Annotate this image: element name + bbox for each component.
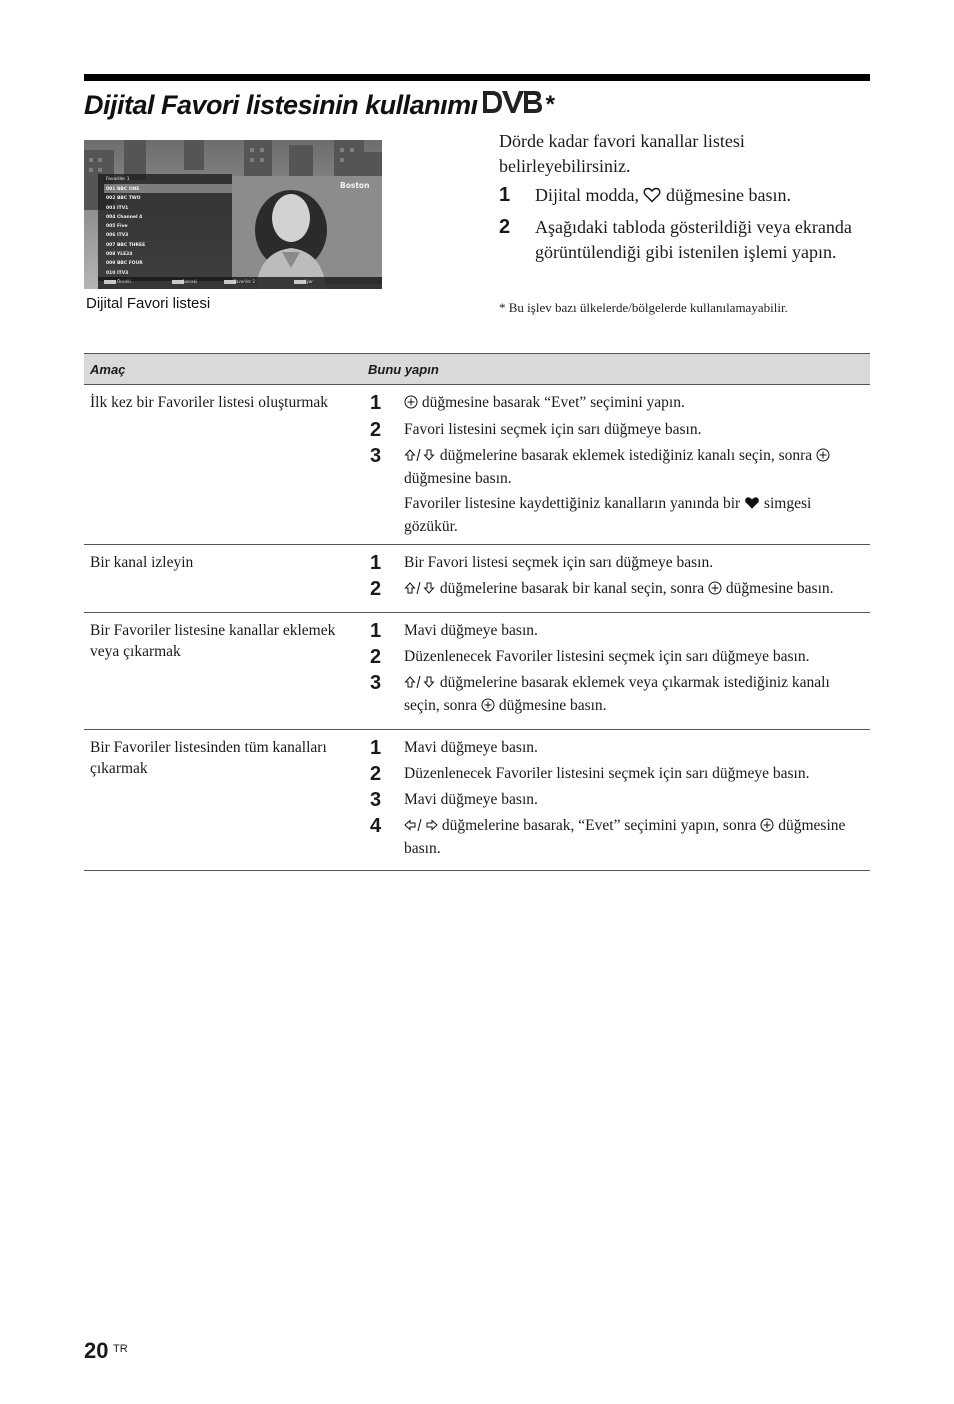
heart-filled-icon <box>744 495 760 516</box>
step-number: 1 <box>370 552 382 574</box>
step-text-part: Favori listesini seçmek için sarı düğmeye basın. <box>404 421 702 438</box>
intro-step-text-after: düğmesine basın. <box>665 185 791 205</box>
step-text-part: Mavi düğmeye basın. <box>404 622 538 639</box>
intro-step-text-before: Dijital modda, <box>535 185 639 205</box>
step-item <box>370 646 864 668</box>
step-number: 3 <box>370 445 382 467</box>
step-text <box>404 789 864 811</box>
step-item <box>370 419 864 441</box>
step-text <box>404 672 864 718</box>
table-row <box>84 385 870 545</box>
header-action: Bunu yapın <box>364 354 870 385</box>
step-number: 2 <box>370 578 382 600</box>
enter-button-icon <box>481 697 495 718</box>
step-note <box>404 493 864 537</box>
step-text <box>404 620 864 642</box>
table-row <box>84 730 870 871</box>
intro-step-text <box>535 183 869 210</box>
step-text-part: düğmelerine basarak eklemek istediğiniz kanalı seçin, sonra <box>439 447 813 464</box>
dvb-logo-icon <box>480 88 544 123</box>
screen-channel-item: 010 ITV3 <box>106 270 129 276</box>
step-text <box>404 646 864 668</box>
step-text-part: düğmelerine basarak eklemek veya çıkarmak istediğiniz kanalı seçin, sonra <box>404 674 830 714</box>
step-text <box>404 815 864 859</box>
step-number: 4 <box>370 815 382 837</box>
screen-footer-label: Ayar <box>304 279 313 284</box>
step-item <box>370 763 864 785</box>
screen-footer-label: Önceki <box>117 279 131 284</box>
screen-channel-item: 003 ITV1 <box>106 205 129 211</box>
step-item <box>370 445 864 489</box>
table-header-row <box>84 354 870 385</box>
intro-step-number: 1 <box>499 184 511 206</box>
purpose-cell: İlk kez bir Favoriler listesi oluşturmak <box>84 385 364 545</box>
action-cell <box>364 545 870 613</box>
step-text <box>404 737 864 759</box>
step-text <box>404 578 864 601</box>
page-number: 20 <box>84 1338 109 1363</box>
left-right-arrows-icon <box>404 817 438 838</box>
screen-location: Boston <box>340 181 370 190</box>
screen-channel-item: 005 Five <box>106 224 128 230</box>
header-purpose: Amaç <box>84 354 364 385</box>
enter-button-icon <box>708 580 722 601</box>
step-item <box>370 672 864 718</box>
screen-channel-item: 001 BBC ONE <box>106 187 140 192</box>
footnote: * Bu işlev bazı ülkelerde/bölgelerde kullanılamayabilir. <box>499 300 788 315</box>
step-note-text: simgesi gözükür. <box>404 495 812 535</box>
step-text-part: düğmesine basın. <box>725 580 834 597</box>
step-item <box>370 789 864 811</box>
screen-channel-item: 006 ITV3 <box>106 233 129 239</box>
screen-channel-item: 002 BBC TWO <box>106 196 141 202</box>
step-item <box>370 620 864 642</box>
step-text-part: düğmelerine basarak bir kanal seçin, sonra <box>439 580 705 597</box>
step-item <box>370 552 864 574</box>
step-number: 2 <box>370 646 382 668</box>
step-text-part: düğmesine basarak “Evet” seçimini yapın. <box>421 394 685 411</box>
heart-outline-icon <box>643 185 661 210</box>
step-text-part: düğmesine basın. <box>404 470 512 487</box>
action-cell <box>364 730 870 871</box>
page-language: TR <box>113 1343 128 1355</box>
screen-channel-item: 004 Channel 4 <box>106 214 143 220</box>
screen-footer-label: Favoriler 2 <box>234 279 255 284</box>
title-asterisk: * <box>545 91 555 118</box>
up-down-arrows-icon <box>404 580 436 601</box>
enter-button-icon <box>760 817 774 838</box>
step-number: 2 <box>370 419 382 441</box>
step-item <box>370 815 864 859</box>
top-rule <box>84 74 870 81</box>
page-title <box>84 88 554 122</box>
figure-caption: Dijital Favori listesi <box>86 295 211 312</box>
up-down-arrows-icon <box>404 674 436 695</box>
step-number: 1 <box>370 392 382 414</box>
intro-step-2 <box>499 215 869 265</box>
screen-list-title: Favoriler 1 <box>106 177 130 182</box>
step-item <box>370 578 864 601</box>
title-text: Dijital Favori listesinin kullanımı <box>84 89 478 120</box>
intro-section <box>499 129 869 270</box>
step-number: 3 <box>370 672 382 694</box>
intro-step-text: Aşağıdaki tabloda gösterildiği veya ekranda görüntülendiği gibi istenilen işlemi yapın. <box>535 217 852 262</box>
enter-button-icon <box>816 447 830 468</box>
step-text-part: Düzenlenecek Favoriler listesini seçmek için sarı düğmeye basın. <box>404 765 810 782</box>
screen-channel-list <box>106 185 145 278</box>
intro-lead: Dörde kadar favori kanallar listesi belirleyebilirsiniz. <box>499 131 745 176</box>
step-text-part: Mavi düğmeye basın. <box>404 791 538 808</box>
step-number: 3 <box>370 789 382 811</box>
table-row <box>84 545 870 613</box>
step-text-part: düğmesine basın. <box>404 817 846 857</box>
step-number: 1 <box>370 737 382 759</box>
step-text <box>404 763 864 785</box>
step-text-part: Düzenlenecek Favoriler listesini seçmek için sarı düğmeye basın. <box>404 648 810 665</box>
screen-channel-item: 009 BBC FOUR <box>106 261 143 267</box>
step-item <box>370 737 864 759</box>
screen-channel-item: 007 BBC THREE <box>106 242 146 248</box>
step-text <box>404 445 864 489</box>
step-text <box>404 392 864 415</box>
screen-channel-item: 008 YLE24 <box>106 252 133 258</box>
action-cell <box>364 385 870 545</box>
step-number: 2 <box>370 763 382 785</box>
step-text-part: düğmesine basın. <box>498 697 607 714</box>
step-text-part: düğmelerine basarak, “Evet” seçimini yapın, sonra <box>441 817 757 834</box>
step-note-text: Favoriler listesine kaydettiğiniz kanalların yanında bir <box>404 495 741 512</box>
step-text-part: Bir Favori listesi seçmek için sarı düğmeye basın. <box>404 554 714 571</box>
intro-step-number: 2 <box>499 216 511 238</box>
table-row <box>84 613 870 730</box>
step-text-part: Mavi düğmeye basın. <box>404 739 538 756</box>
enter-button-icon <box>404 394 418 415</box>
tv-screenshot <box>84 140 382 289</box>
step-text <box>404 419 864 441</box>
up-down-arrows-icon <box>404 447 436 468</box>
step-text <box>404 552 864 574</box>
action-cell <box>364 613 870 730</box>
step-item <box>370 392 864 415</box>
purpose-cell: Bir Favoriler listesinden tüm kanalları çıkarmak <box>84 730 364 871</box>
intro-step-1 <box>499 183 869 210</box>
instructions-table <box>84 353 870 871</box>
purpose-cell: Bir kanal izleyin <box>84 545 364 613</box>
step-number: 1 <box>370 620 382 642</box>
screen-footer-label: Sonraki <box>182 279 198 284</box>
purpose-cell: Bir Favoriler listesine kanallar eklemek veya çıkarmak <box>84 613 364 730</box>
